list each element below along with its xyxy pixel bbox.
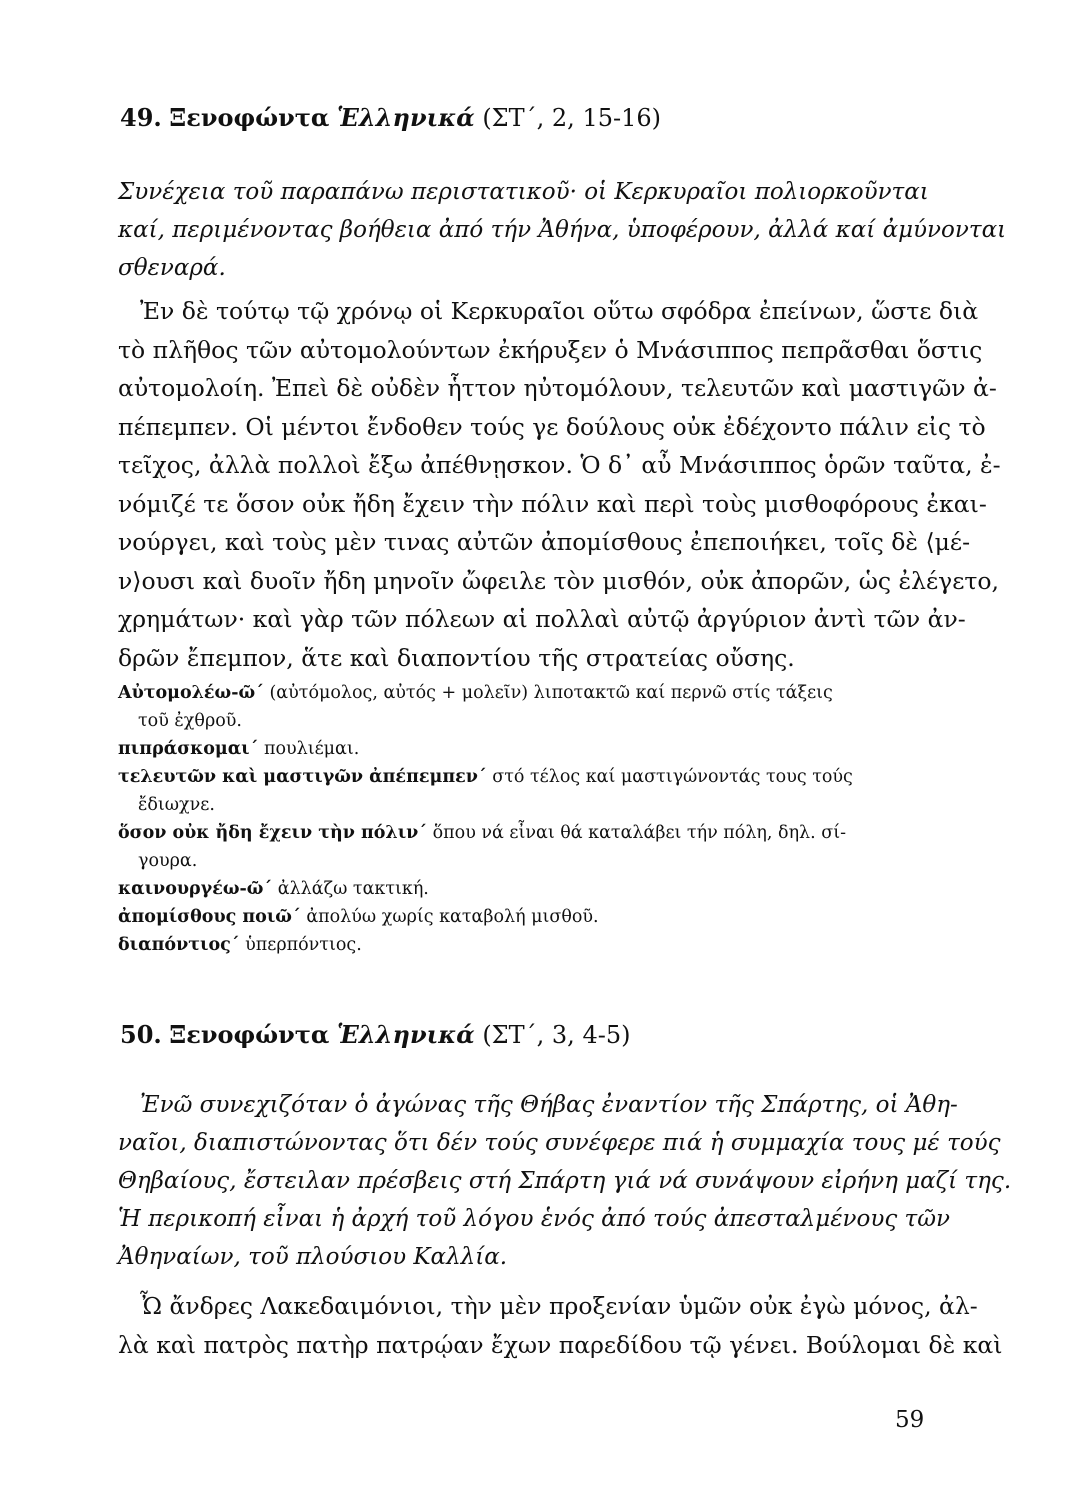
source-line: αὐτομολοίη. Ἐπεὶ δὲ οὐδὲν ἧττον ηὐτομόλουν, τελευτῶν καὶ μαστιγῶν ἀ- bbox=[118, 374, 997, 402]
glossary-term: Αὐτομολέω-ῶ΄ bbox=[118, 683, 264, 703]
source-line: λὰ καὶ πατρὸς πατὴρ πατρῴαν ἔχων παρεδίδου τῷ γένει. Βούλομαι δὲ καὶ bbox=[118, 1330, 1003, 1359]
glossary-term: πιπράσκομαι΄ bbox=[118, 739, 259, 759]
glossary-continuation: τοῦ ἐχθροῦ. bbox=[138, 711, 242, 731]
source-line: Ὦ ἄνδρες Λακεδαιμόνιοι, τὴν μὲν προξενίαν ὑμῶν οὐκ ἐγὼ μόνος, ἀλ- bbox=[140, 1292, 978, 1320]
glossary-definition: ὅπου νά εἶναι θά καταλάβει τήν πόλη, δηλ. σί- bbox=[432, 823, 846, 843]
section-49-glossary bbox=[118, 679, 938, 959]
section-50-source-text bbox=[118, 1287, 1003, 1364]
section-49-author: Ξενοφώντα bbox=[169, 103, 330, 132]
section-50-reference: (ΣΤ΄, 3, 4-5) bbox=[482, 1021, 631, 1049]
source-line: νούργει, καὶ τοὺς μὲν τινας αὐτῶν ἀπομίσθους ἐπεποιήκει, τοῖς δὲ ⟨μέ- bbox=[118, 528, 971, 556]
glossary-definition: ἀπολύω χωρίς καταβολή μισθοῦ. bbox=[306, 907, 599, 927]
glossary-term: τελευτῶν καὶ μαστιγῶν ἀπέπεμπεν΄ bbox=[118, 767, 487, 787]
glossary-term: ἀπομίσθους ποιῶ΄ bbox=[118, 907, 301, 927]
section-49-reference: (ΣΤ΄, 2, 15-16) bbox=[482, 104, 661, 132]
glossary-entry bbox=[118, 763, 938, 819]
intro-line: καί, περιμένοντας βοήθεια ἀπό τήν Ἀθήνα, ὑποφέρουν, ἀλλά καί ἀμύνονται bbox=[118, 217, 1007, 243]
source-line: πέπεμπεν. Οἱ μέντοι ἔνδοθεν τούς γε δούλους οὐκ ἐδέχοντο πάλιν εἰς τὸ bbox=[118, 412, 986, 441]
glossary-entry bbox=[118, 931, 938, 959]
glossary-term: διαπόντιος΄ bbox=[118, 935, 240, 955]
intro-line: Ἡ περικοπή εἶναι ἡ ἀρχή τοῦ λόγου ἑνός ἀπό τούς ἀπεσταλμένους τῶν bbox=[118, 1206, 951, 1232]
section-49-intro bbox=[118, 173, 1007, 287]
page-number: 59 bbox=[895, 1407, 925, 1433]
section-50-heading bbox=[120, 1020, 630, 1049]
glossary-entry bbox=[118, 875, 938, 903]
intro-line: ναῖοι, διαπιστώνοντας ὅτι δέν τούς συνέφερε πιά ἡ συμμαχία τους μέ τούς bbox=[118, 1130, 1001, 1156]
intro-line: Θηβαίους, ἔστειλαν πρέσβεις στή Σπάρτη γιά νά συνάψουν εἰρήνη μαζί της. bbox=[118, 1168, 1012, 1194]
glossary-entry bbox=[118, 819, 938, 875]
glossary-definition: ὑπερπόντιος. bbox=[245, 935, 362, 955]
section-50-work: Ἑλληνικά bbox=[337, 1020, 475, 1049]
glossary-term: ὅσον οὐκ ἤδη ἔχειν τὴν πόλιν΄ bbox=[118, 823, 428, 843]
source-line: νόμιζέ τε ὅσον οὐκ ἤδη ἔχειν τὴν πόλιν καὶ περὶ τοὺς μισθοφόρους ἐκαι- bbox=[118, 489, 987, 518]
glossary-entry bbox=[118, 903, 938, 931]
glossary-term: καινουργέω-ῶ΄ bbox=[118, 879, 273, 899]
glossary-continuation: γουρα. bbox=[138, 851, 198, 871]
glossary-entry bbox=[118, 735, 938, 763]
section-49-source-text bbox=[118, 292, 1001, 677]
intro-line: Ἐνῶ συνεχιζόταν ὁ ἀγώνας τῆς Θήβας ἐναντίον τῆς Σπάρτης, οἱ Ἀθη- bbox=[140, 1092, 958, 1118]
section-49-work: Ἑλληνικά bbox=[337, 103, 475, 132]
section-50-author: Ξενοφώντα bbox=[169, 1020, 330, 1049]
source-line: δρῶν ἔπεμπον, ἅτε καὶ διαποντίου τῆς στρατείας οὔσης. bbox=[118, 643, 795, 672]
intro-line: σθεναρά. bbox=[118, 255, 226, 281]
glossary-entry bbox=[118, 679, 938, 735]
source-line: Ἐν δὲ τούτῳ τῷ χρόνῳ οἱ Κερκυραῖοι οὕτω σφόδρα ἐπείνων, ὥστε διὰ bbox=[140, 297, 979, 325]
source-line: χρημάτων· καὶ γὰρ τῶν πόλεων αἱ πολλαὶ αὐτῷ ἀργύριον ἀντὶ τῶν ἀν- bbox=[118, 605, 966, 633]
section-49-number: 49. bbox=[120, 103, 162, 132]
glossary-definition: πουλιέμαι. bbox=[263, 739, 360, 759]
source-line: τὸ πλῆθος τῶν αὐτομολούντων ἐκήρυξεν ὁ Μνάσιππος πεπρᾶσθαι ὅστις bbox=[118, 335, 983, 364]
section-49-heading bbox=[120, 103, 661, 132]
glossary-continuation: ἔδιωχνε. bbox=[138, 795, 215, 815]
intro-line: Συνέχεια τοῦ παραπάνω περιστατικοῦ· οἱ Κερκυραῖοι πολιορκοῦνται bbox=[118, 179, 929, 205]
intro-line: Ἀθηναίων, τοῦ πλούσιου Καλλία. bbox=[118, 1244, 508, 1270]
section-50-number: 50. bbox=[120, 1020, 162, 1049]
glossary-definition: ἀλλάζω τακτική. bbox=[277, 879, 429, 899]
section-50-intro bbox=[118, 1086, 1012, 1276]
glossary-definition: στό τέλος καί μαστιγώνοντάς τους τούς bbox=[492, 767, 853, 787]
source-line: τεῖχος, ἀλλὰ πολλοὶ ἔξω ἀπέθνῃσκον. Ὁ δ᾽ αὖ Μνάσιππος ὁρῶν ταῦτα, ἐ- bbox=[118, 451, 1001, 479]
source-line: ν⟩ουσι καὶ δυοῖν ἤδη μηνοῖν ὤφειλε τὸν μισθόν, οὐκ ἀπορῶν, ὡς ἐλέγετο, bbox=[118, 566, 1000, 595]
glossary-definition: (αὐτόμολος, αὐτός + μολεῖν) λιποτακτῶ καί περνῶ στίς τάξεις bbox=[269, 683, 833, 703]
